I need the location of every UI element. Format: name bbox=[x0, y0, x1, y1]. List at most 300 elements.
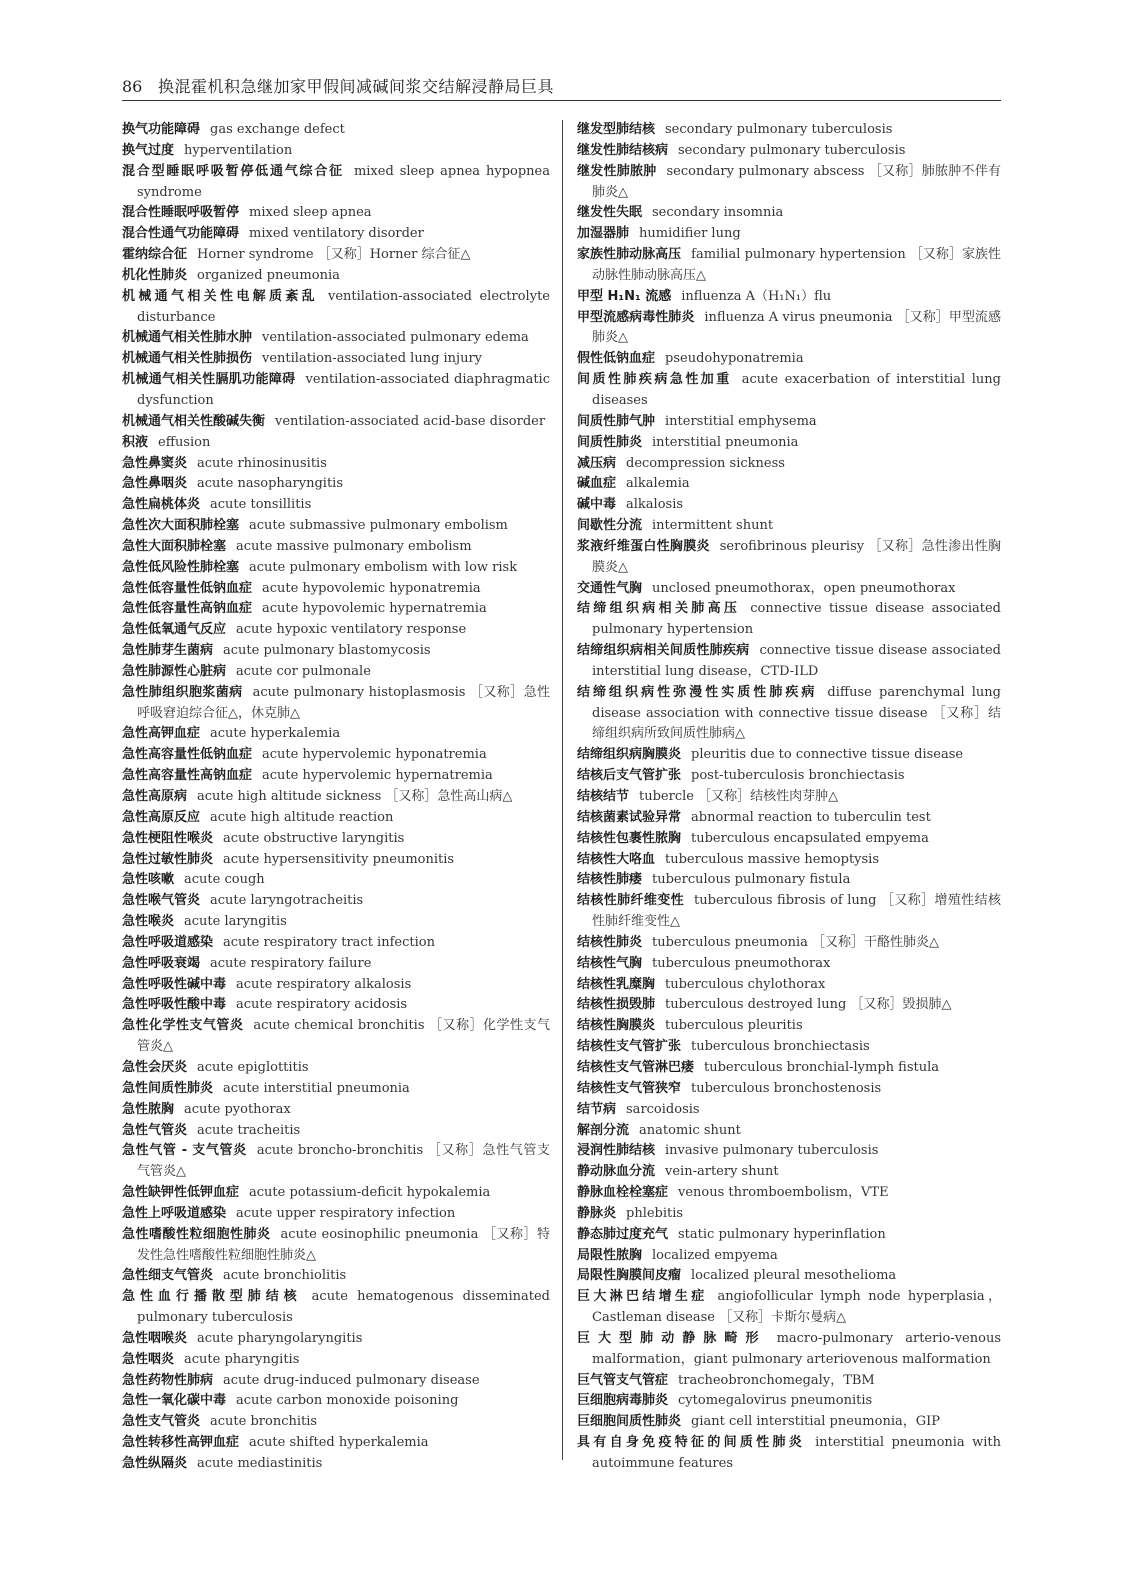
glossary-entry bbox=[577, 1058, 1001, 1079]
glossary-entry bbox=[122, 537, 550, 558]
chinese-term: 急性细支气管炎 bbox=[122, 1268, 214, 1284]
english-term: acute hypovolemic hyponatremia bbox=[262, 580, 481, 596]
english-term: anatomic shunt bbox=[639, 1122, 741, 1138]
chinese-term: 急性气管 - 支气管炎 bbox=[122, 1143, 247, 1159]
glossary-entry bbox=[577, 287, 1001, 308]
chinese-term: 机械通气相关性酸碱失衡 bbox=[122, 413, 266, 429]
english-term: tuberculous bronchiectasis bbox=[691, 1039, 870, 1055]
chinese-term: 静脉炎 bbox=[577, 1205, 617, 1221]
chinese-term: 交通性气胸 bbox=[577, 580, 643, 596]
english-term: static pulmonary hyperinflation bbox=[678, 1226, 886, 1242]
english-term: acute hypersensitivity pneumonitis bbox=[223, 851, 455, 867]
glossary-entry bbox=[577, 891, 1001, 933]
chinese-term: 静态肺过度充气 bbox=[577, 1226, 669, 1242]
english-term: decompression sickness bbox=[626, 455, 785, 471]
chinese-term: 间质性肺炎 bbox=[577, 434, 643, 450]
glossary-entry bbox=[122, 1100, 550, 1121]
chinese-term: 结核性包裹性脓胸 bbox=[577, 830, 682, 846]
glossary-entry bbox=[577, 308, 1001, 350]
english-term: ventilation-associated electrolyte disturbance bbox=[137, 288, 550, 325]
english-term: phlebitis bbox=[626, 1205, 684, 1221]
chinese-term: 结核性大咯血 bbox=[577, 851, 656, 867]
chinese-term: 急性高钾血症 bbox=[122, 726, 201, 742]
english-term: acute hypoxic ventilatory response bbox=[236, 622, 467, 638]
chinese-term: 急性间质性肺炎 bbox=[122, 1080, 214, 1096]
chinese-term: 静动脉血分流 bbox=[577, 1164, 656, 1180]
glossary-entry bbox=[577, 1204, 1001, 1225]
glossary-entry bbox=[577, 454, 1001, 475]
english-term: localized empyema bbox=[652, 1247, 778, 1263]
glossary-entry bbox=[577, 203, 1001, 224]
glossary-entry bbox=[122, 495, 550, 516]
chinese-term: 结缔组织病胸膜炎 bbox=[577, 747, 682, 763]
glossary-entry bbox=[122, 203, 550, 224]
english-term: acute rhinosinusitis bbox=[197, 455, 327, 471]
chinese-term: 急性上呼吸道感染 bbox=[122, 1205, 227, 1221]
glossary-entry bbox=[577, 370, 1001, 412]
glossary-entry bbox=[122, 870, 550, 891]
english-term: acute eosinophilic pneumonia ［又称］特发性急性嗜酸性粒细胞性肺炎△ bbox=[137, 1226, 550, 1263]
glossary-entry bbox=[577, 870, 1001, 891]
glossary-entry bbox=[577, 1412, 1001, 1433]
english-term: acute respiratory alkalosis bbox=[236, 976, 412, 992]
english-term: acute hypervolemic hypernatremia bbox=[262, 768, 493, 784]
english-term: angiofollicular lymph node hyperplasia，Castleman disease ［又称］卡斯尔曼病△ bbox=[592, 1289, 1001, 1326]
english-term: acute shifted hyperkalemia bbox=[249, 1435, 429, 1451]
english-term: invasive pulmonary tuberculosis bbox=[665, 1143, 879, 1159]
chinese-term: 急性高原反应 bbox=[122, 809, 201, 825]
chinese-term: 急性低容量性低钠血症 bbox=[122, 580, 253, 596]
glossary-entry bbox=[122, 1266, 550, 1287]
glossary-entry bbox=[577, 975, 1001, 996]
chinese-term: 急性咽喉炎 bbox=[122, 1330, 188, 1346]
english-term: familial pulmonary hypertension ［又称］家族性动脉性肺动脉高压△ bbox=[592, 247, 1001, 283]
chinese-term: 急性咳嗽 bbox=[122, 872, 175, 888]
english-term: acute mediastinitis bbox=[197, 1456, 323, 1471]
glossary-entry bbox=[577, 1037, 1001, 1058]
chinese-term: 积液 bbox=[122, 434, 149, 450]
english-term: cytomegalovirus pneumonitis bbox=[678, 1393, 873, 1409]
chinese-term: 混合性通气功能障碍 bbox=[122, 226, 240, 242]
glossary-entry bbox=[577, 1183, 1001, 1204]
english-term: post-tuberculosis bronchiectasis bbox=[691, 768, 905, 784]
glossary-entry bbox=[577, 829, 1001, 850]
chinese-term: 结核性支气管狭窄 bbox=[577, 1080, 682, 1096]
english-term: acute laryngitis bbox=[184, 914, 287, 930]
chinese-term: 急性肺组织胞浆菌病 bbox=[122, 684, 243, 700]
glossary-entry bbox=[122, 1079, 550, 1100]
glossary-entry bbox=[122, 1121, 550, 1142]
chinese-term: 急性低容量性高钠血症 bbox=[122, 601, 253, 617]
chinese-term: 急性高容量性高钠血症 bbox=[122, 768, 253, 784]
english-term: acute submassive pulmonary embolism bbox=[249, 518, 508, 534]
english-term: pseudohyponatremia bbox=[665, 351, 804, 367]
english-term: venous thromboembolism，VTE bbox=[678, 1185, 889, 1201]
chinese-term: 急性低风险性肺栓塞 bbox=[122, 559, 240, 575]
chinese-term: 混合性睡眠呼吸暂停 bbox=[122, 205, 240, 221]
chinese-term: 急性转移性高钾血症 bbox=[122, 1435, 240, 1451]
english-term: vein-artery shunt bbox=[665, 1164, 779, 1180]
glossary-entry bbox=[122, 662, 550, 683]
glossary-entry bbox=[122, 683, 550, 725]
chinese-term: 结核性肺炎 bbox=[577, 934, 643, 950]
glossary-entry bbox=[577, 599, 1001, 641]
chinese-term: 换气过度 bbox=[122, 142, 175, 158]
chinese-term: 急性鼻窦炎 bbox=[122, 455, 188, 471]
chinese-term: 结核性胸膜炎 bbox=[577, 1018, 656, 1034]
glossary-entry bbox=[577, 1162, 1001, 1183]
glossary-entry bbox=[122, 287, 550, 329]
glossary-entry bbox=[577, 474, 1001, 495]
chinese-term: 局限性脓胸 bbox=[577, 1247, 643, 1263]
glossary-entry bbox=[122, 433, 550, 454]
english-term: tuberculous pleuritis bbox=[665, 1018, 803, 1034]
english-term: influenza A virus pneumonia ［又称］甲型流感肺炎△ bbox=[592, 309, 1001, 346]
chinese-term: 急性梗阻性喉炎 bbox=[122, 830, 214, 846]
chinese-term: 碱血症 bbox=[577, 476, 617, 492]
glossary-entry bbox=[577, 1371, 1001, 1392]
glossary-entry bbox=[122, 328, 550, 349]
english-term: tuberculous encapsulated empyema bbox=[691, 830, 929, 846]
glossary-entry bbox=[577, 245, 1001, 287]
english-term: tubercle ［又称］结核性肉芽肿△ bbox=[639, 789, 839, 804]
english-term: acute upper respiratory infection bbox=[236, 1205, 456, 1221]
english-term: acute high altitude reaction bbox=[210, 809, 394, 825]
chinese-term: 机械通气相关性肺水肿 bbox=[122, 330, 253, 346]
chinese-term: 间歇性分流 bbox=[577, 518, 643, 534]
english-term: acute potassium-deficit hypokalemia bbox=[249, 1185, 491, 1201]
chinese-term: 机械通气相关性膈肌功能障碍 bbox=[122, 372, 296, 388]
chinese-term: 霍纳综合征 bbox=[122, 247, 188, 263]
chinese-term: 急性血行播散型肺结核 bbox=[122, 1289, 302, 1305]
left-column bbox=[122, 120, 550, 1475]
chinese-term: 急性嗜酸性粒细胞性肺炎 bbox=[122, 1226, 271, 1242]
english-term: tuberculous massive hemoptysis bbox=[665, 851, 880, 867]
english-term: interstitial pneumonia bbox=[652, 434, 799, 450]
chinese-term: 结核性肺瘘 bbox=[577, 872, 643, 888]
english-term: acute pyothorax bbox=[184, 1101, 291, 1117]
glossary-entry bbox=[577, 349, 1001, 370]
glossary-entry bbox=[122, 474, 550, 495]
chinese-term: 具有自身免疫特征的间质性肺炎 bbox=[577, 1435, 806, 1451]
glossary-entry bbox=[122, 1058, 550, 1079]
glossary-entry bbox=[122, 412, 550, 433]
glossary-entry bbox=[577, 495, 1001, 516]
chinese-term: 急性化学性支气管炎 bbox=[122, 1018, 244, 1034]
chinese-term: 急性缺钾性低钾血症 bbox=[122, 1185, 240, 1201]
english-term: ventilation-associated diaphragmatic dysfunction bbox=[137, 372, 550, 408]
chinese-term: 结缔组织病性弥漫性实质性肺疾病 bbox=[577, 684, 818, 700]
chinese-term: 继发性肺结核病 bbox=[577, 142, 669, 158]
chinese-term: 继发型肺结核 bbox=[577, 122, 656, 137]
english-term: acute chemical bronchitis ［又称］化学性支气管炎△ bbox=[137, 1018, 550, 1055]
english-term: secondary pulmonary abscess ［又称］肺脓肿不伴有肺炎△ bbox=[592, 163, 1001, 200]
english-term: acute nasopharyngitis bbox=[197, 476, 343, 492]
english-term: ventilation-associated lung injury bbox=[262, 351, 483, 367]
chinese-term: 机化性肺炎 bbox=[122, 267, 188, 283]
english-term: acute drug-induced pulmonary disease bbox=[223, 1372, 480, 1388]
chinese-term: 巨细胞病毒肺炎 bbox=[577, 1393, 669, 1409]
english-term: ventilation-associated acid-base disorder bbox=[275, 413, 546, 429]
glossary-entry bbox=[577, 120, 1001, 141]
chinese-term: 静脉血栓栓塞症 bbox=[577, 1185, 669, 1201]
chinese-term: 混合型睡眠呼吸暂停低通气综合征 bbox=[122, 163, 344, 179]
chinese-term: 巨细胞间质性肺炎 bbox=[577, 1414, 682, 1430]
english-term: alkalosis bbox=[626, 497, 684, 513]
english-term: pleuritis due to connective tissue disease bbox=[691, 747, 964, 763]
chinese-term: 结缔组织病相关肺高压 bbox=[577, 601, 741, 617]
glossary-entry bbox=[577, 516, 1001, 537]
chinese-term: 结核性气胸 bbox=[577, 955, 643, 971]
english-term: acute pulmonary blastomycosis bbox=[223, 643, 431, 659]
glossary-entry bbox=[122, 1016, 550, 1058]
english-term: interstitial pneumonia with autoimmune features bbox=[592, 1435, 1001, 1471]
chinese-term: 结核结节 bbox=[577, 789, 630, 804]
running-title: 换混霍机积急继加家甲假间减碱间浆交结解浸静局巨具 bbox=[158, 77, 555, 96]
chinese-term: 急性药物性肺病 bbox=[122, 1372, 214, 1388]
chinese-term: 继发性肺脓肿 bbox=[577, 163, 657, 179]
chinese-term: 急性会厌炎 bbox=[122, 1059, 188, 1075]
glossary-entry bbox=[577, 1079, 1001, 1100]
glossary-entry bbox=[122, 850, 550, 871]
glossary-entry bbox=[577, 745, 1001, 766]
chinese-term: 急性喉炎 bbox=[122, 914, 175, 930]
chinese-term: 局限性胸膜间皮瘤 bbox=[577, 1268, 682, 1284]
glossary-entry bbox=[122, 224, 550, 245]
glossary-entry bbox=[577, 787, 1001, 808]
chinese-term: 间质性肺气肿 bbox=[577, 413, 656, 429]
english-term: tuberculous bronchostenosis bbox=[691, 1080, 882, 1096]
english-term: acute high altitude sickness ［又称］急性高山病△ bbox=[197, 789, 513, 804]
chinese-term: 急性气管炎 bbox=[122, 1122, 188, 1138]
english-term: serofibrinous pleurisy ［又称］急性渗出性胸膜炎△ bbox=[592, 538, 1001, 575]
chinese-term: 急性大面积肺栓塞 bbox=[122, 538, 227, 554]
glossary-entry bbox=[122, 620, 550, 641]
english-term: secondary pulmonary tuberculosis bbox=[678, 142, 906, 158]
glossary-entry bbox=[122, 266, 550, 287]
chinese-term: 急性呼吸性酸中毒 bbox=[122, 997, 227, 1013]
english-term: tuberculous chylothorax bbox=[665, 976, 826, 992]
glossary-entry bbox=[122, 141, 550, 162]
chinese-term: 甲型流感病毒性肺炎 bbox=[577, 309, 695, 325]
glossary-entry bbox=[577, 1329, 1001, 1371]
glossary-entry bbox=[122, 912, 550, 933]
glossary-entry bbox=[577, 1391, 1001, 1412]
chinese-term: 急性咽炎 bbox=[122, 1351, 175, 1367]
english-term: unclosed pneumothorax，open pneumothorax bbox=[652, 580, 956, 596]
glossary-entry bbox=[577, 808, 1001, 829]
english-term: acute respiratory tract infection bbox=[223, 934, 435, 950]
glossary-entry bbox=[577, 850, 1001, 871]
english-term: acute respiratory failure bbox=[210, 955, 372, 971]
glossary-entry bbox=[122, 787, 550, 808]
english-term: macro-pulmonary arterio-venous malformation，giant pulmonary arteriovenous malformation bbox=[592, 1330, 1001, 1367]
glossary-entry bbox=[122, 995, 550, 1016]
header-rule bbox=[122, 100, 1001, 101]
english-term: localized pleural mesothelioma bbox=[691, 1268, 897, 1284]
english-term: acute hyperkalemia bbox=[210, 726, 341, 742]
english-term: tuberculous pneumonia ［又称］干酪性肺炎△ bbox=[652, 934, 939, 950]
glossary-entry bbox=[577, 412, 1001, 433]
english-term: tuberculous bronchial-lymph fistula bbox=[704, 1059, 940, 1075]
chinese-term: 急性呼吸性碱中毒 bbox=[122, 976, 227, 992]
english-term: Horner syndrome ［又称］Horner 综合征△ bbox=[197, 247, 471, 263]
english-term: acute pharyngolaryngitis bbox=[197, 1330, 363, 1346]
glossary-entry bbox=[122, 120, 550, 141]
english-term: alkalemia bbox=[626, 476, 690, 492]
english-term: acute tracheitis bbox=[197, 1122, 301, 1138]
glossary-entry bbox=[122, 891, 550, 912]
right-column bbox=[577, 120, 1001, 1475]
chinese-term: 急性呼吸道感染 bbox=[122, 934, 214, 950]
english-term: mixed ventilatory disorder bbox=[249, 226, 424, 242]
chinese-term: 间质性肺疾病急性加重 bbox=[577, 372, 732, 388]
chinese-term: 急性喉气管炎 bbox=[122, 893, 201, 909]
glossary-entry bbox=[577, 1100, 1001, 1121]
glossary-entry bbox=[577, 579, 1001, 600]
chinese-term: 急性纵隔炎 bbox=[122, 1456, 188, 1471]
english-term: acute massive pulmonary embolism bbox=[236, 538, 472, 554]
glossary-entry bbox=[577, 1225, 1001, 1246]
glossary-entry bbox=[577, 1266, 1001, 1287]
chinese-term: 急性低氧通气反应 bbox=[122, 622, 227, 638]
english-term: acute cor pulmonale bbox=[236, 663, 371, 679]
glossary-entry bbox=[577, 641, 1001, 683]
chinese-term: 急性鼻咽炎 bbox=[122, 476, 188, 492]
column-divider bbox=[562, 120, 563, 1460]
glossary-entry bbox=[577, 1141, 1001, 1162]
english-term: acute broncho-bronchitis ［又称］急性气管支气管炎△ bbox=[137, 1143, 550, 1180]
chinese-term: 结核性肺纤维变性 bbox=[577, 893, 685, 909]
english-term: acute pharyngitis bbox=[184, 1351, 300, 1367]
glossary-entry bbox=[577, 1121, 1001, 1142]
english-term: intermittent shunt bbox=[652, 518, 774, 534]
chinese-term: 结核菌素试验异常 bbox=[577, 809, 682, 825]
glossary-entry bbox=[122, 558, 550, 579]
glossary-entry bbox=[122, 1225, 550, 1267]
english-term: acute exacerbation of interstitial lung diseases bbox=[592, 372, 1001, 408]
chinese-term: 巨气管支气管症 bbox=[577, 1372, 669, 1388]
chinese-term: 结核性乳糜胸 bbox=[577, 976, 656, 992]
glossary-entry bbox=[577, 1287, 1001, 1329]
english-term: connective tissue disease associated interstitial lung disease，CTD-ILD bbox=[592, 643, 1001, 679]
glossary-entry bbox=[122, 808, 550, 829]
glossary-entry bbox=[122, 829, 550, 850]
glossary-entry bbox=[122, 1287, 550, 1329]
english-term: hyperventilation bbox=[184, 142, 293, 158]
chinese-term: 甲型 H₁N₁ 流感 bbox=[577, 288, 672, 304]
english-term: tuberculous fibrosis of lung ［又称］增殖性结核性肺纤维变性△ bbox=[592, 893, 1001, 930]
glossary-entry bbox=[577, 537, 1001, 579]
english-term: sarcoidosis bbox=[626, 1101, 700, 1117]
glossary-entry bbox=[122, 724, 550, 745]
chinese-term: 急性扁桃体炎 bbox=[122, 497, 201, 513]
glossary-entry bbox=[122, 766, 550, 787]
glossary-entry bbox=[122, 954, 550, 975]
glossary-entry bbox=[577, 933, 1001, 954]
english-term: effusion bbox=[158, 434, 211, 450]
page-header bbox=[122, 76, 1001, 100]
chinese-term: 急性支气管炎 bbox=[122, 1414, 201, 1430]
english-term: acute obstructive laryngitis bbox=[223, 830, 405, 846]
glossary-entry bbox=[122, 1412, 550, 1433]
english-term: tuberculous destroyed lung ［又称］毁损肺△ bbox=[665, 997, 952, 1013]
english-term: gas exchange defect bbox=[210, 122, 345, 137]
chinese-term: 加湿器肺 bbox=[577, 226, 630, 242]
glossary-entry bbox=[122, 1141, 550, 1183]
english-term: tracheobronchomegaly，TBM bbox=[678, 1372, 875, 1388]
chinese-term: 机械通气相关性电解质紊乱 bbox=[122, 288, 318, 304]
page-number: 86 bbox=[122, 77, 143, 96]
chinese-term: 换气功能障碍 bbox=[122, 122, 201, 137]
english-term: humidifier lung bbox=[639, 226, 741, 242]
english-term: acute laryngotracheitis bbox=[210, 893, 364, 909]
chinese-term: 急性高容量性低钠血症 bbox=[122, 747, 253, 763]
english-term: tuberculous pulmonary fistula bbox=[652, 872, 851, 888]
glossary-entry bbox=[122, 641, 550, 662]
english-term: mixed sleep apnea bbox=[249, 205, 372, 221]
english-term: giant cell interstitial pneumonia，GIP bbox=[691, 1414, 940, 1430]
glossary-entry bbox=[122, 162, 550, 204]
chinese-term: 解剖分流 bbox=[577, 1122, 630, 1138]
chinese-term: 巨大淋巴结增生症 bbox=[577, 1289, 708, 1305]
glossary-entry bbox=[122, 516, 550, 537]
chinese-term: 急性过敏性肺炎 bbox=[122, 851, 214, 867]
glossary-entry bbox=[122, 1391, 550, 1412]
chinese-term: 减压病 bbox=[577, 455, 617, 471]
chinese-term: 巨大型肺动静脉畸形 bbox=[577, 1330, 767, 1346]
chinese-term: 结缔组织病相关间质性肺疾病 bbox=[577, 643, 750, 659]
english-term: tuberculous pneumothorax bbox=[652, 955, 831, 971]
glossary-entry bbox=[122, 370, 550, 412]
glossary-entry bbox=[122, 1204, 550, 1225]
glossary-entry bbox=[122, 349, 550, 370]
english-term: acute hypovolemic hypernatremia bbox=[262, 601, 487, 617]
glossary-entry bbox=[577, 162, 1001, 204]
chinese-term: 浆液纤维蛋白性胸膜炎 bbox=[577, 538, 710, 554]
glossary-entry bbox=[577, 683, 1001, 746]
chinese-term: 机械通气相关性肺损伤 bbox=[122, 351, 253, 367]
english-term: acute pulmonary embolism with low risk bbox=[249, 559, 518, 575]
chinese-term: 碱中毒 bbox=[577, 497, 617, 513]
glossary-entry bbox=[577, 1433, 1001, 1475]
glossary-entry bbox=[577, 433, 1001, 454]
english-term: secondary insomnia bbox=[652, 205, 784, 221]
chinese-term: 急性肺芽生菌病 bbox=[122, 643, 214, 659]
glossary-entry bbox=[577, 954, 1001, 975]
chinese-term: 急性一氧化碳中毒 bbox=[122, 1393, 227, 1409]
english-term: interstitial emphysema bbox=[665, 413, 817, 429]
english-term: acute respiratory acidosis bbox=[236, 997, 408, 1013]
chinese-term: 结核后支气管扩张 bbox=[577, 768, 682, 784]
english-term: connective tissue disease associated pulmonary hypertension bbox=[592, 601, 1001, 638]
english-term: ventilation-associated pulmonary edema bbox=[262, 330, 529, 346]
chinese-term: 结核性支气管扩张 bbox=[577, 1039, 682, 1055]
chinese-term: 急性次大面积肺栓塞 bbox=[122, 518, 240, 534]
glossary-entry bbox=[122, 245, 550, 266]
glossary-entry bbox=[577, 224, 1001, 245]
english-term: influenza A（H₁N₁）flu bbox=[681, 288, 832, 304]
glossary-entry bbox=[122, 454, 550, 475]
chinese-term: 急性肺源性心脏病 bbox=[122, 663, 227, 679]
chinese-term: 结核性损毁肺 bbox=[577, 997, 656, 1013]
glossary-entry bbox=[122, 1433, 550, 1454]
chinese-term: 继发性失眠 bbox=[577, 205, 643, 221]
glossary-entry bbox=[122, 975, 550, 996]
english-term: acute bronchitis bbox=[210, 1414, 318, 1430]
glossary-entry bbox=[577, 1246, 1001, 1267]
english-term: diffuse parenchymal lung disease association with connective tissue disease ［又称］结缔组织病所致间质性肺病△ bbox=[592, 684, 1001, 742]
